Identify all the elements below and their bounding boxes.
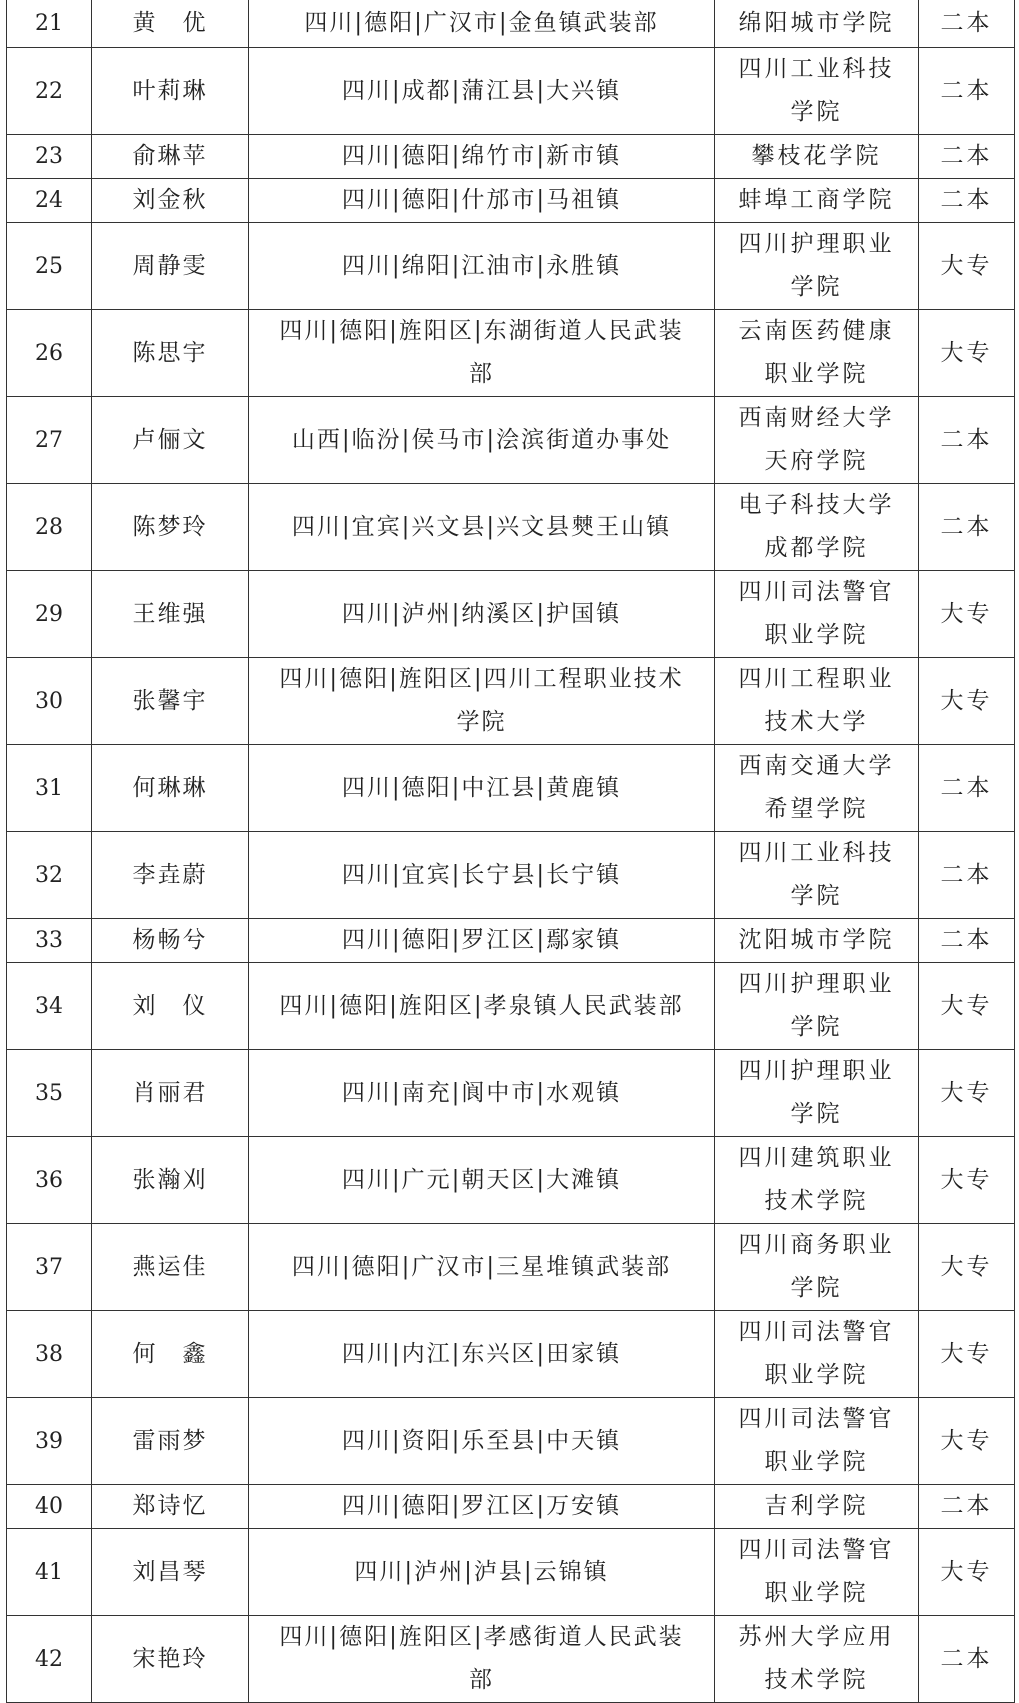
table-row [7,832,1015,919]
school-cell: 四川护理职业学院 [715,223,919,310]
name-cell: 叶莉琳 [92,48,249,135]
name-cell: 杨畅兮 [92,919,249,963]
name-cell: 郑诗忆 [92,1485,249,1529]
row-number-cell: 35 [7,1050,92,1137]
level-cell: 二本 [919,919,1015,963]
row-number-cell: 42 [7,1616,92,1703]
location-cell: 四川|德阳|罗江区|万安镇 [249,1485,715,1529]
school-cell: 四川商务职业学院 [715,1224,919,1311]
row-number-cell: 22 [7,48,92,135]
table-row [7,919,1015,963]
table-row [7,1137,1015,1224]
level-cell: 二本 [919,745,1015,832]
location-cell: 四川|德阳|中江县|黄鹿镇 [249,745,715,832]
level-cell: 大专 [919,1529,1015,1616]
location-cell: 四川|德阳|旌阳区|孝感街道人民武装部 [249,1616,715,1703]
table-row [7,963,1015,1050]
school-cell: 四川工业科技学院 [715,48,919,135]
location-cell: 四川|德阳|旌阳区|四川工程职业技术学院 [249,658,715,745]
school-cell: 沈阳城市学院 [715,919,919,963]
level-cell: 大专 [919,1224,1015,1311]
location-cell: 四川|德阳|广汉市|三星堆镇武装部 [249,1224,715,1311]
name-cell: 刘昌琴 [92,1529,249,1616]
school-cell: 四川司法警官职业学院 [715,1398,919,1485]
row-number-cell: 34 [7,963,92,1050]
name-cell: 陈梦玲 [92,484,249,571]
name-cell: 张馨宇 [92,658,249,745]
name-cell: 雷雨梦 [92,1398,249,1485]
row-number-cell: 25 [7,223,92,310]
level-cell: 大专 [919,310,1015,397]
table-row [7,571,1015,658]
name-cell: 王维强 [92,571,249,658]
location-cell: 四川|泸州|纳溪区|护国镇 [249,571,715,658]
row-number-cell: 33 [7,919,92,963]
row-number-cell: 24 [7,179,92,223]
level-cell: 大专 [919,963,1015,1050]
level-cell: 二本 [919,135,1015,179]
name-cell: 刘金秋 [92,179,249,223]
level-cell: 二本 [919,48,1015,135]
name-cell: 陈思宇 [92,310,249,397]
row-number-cell: 40 [7,1485,92,1529]
name-cell: 何 鑫 [92,1311,249,1398]
row-number-cell: 38 [7,1311,92,1398]
row-number-cell: 32 [7,832,92,919]
level-cell: 大专 [919,658,1015,745]
school-cell: 四川护理职业学院 [715,963,919,1050]
school-cell: 四川工程职业技术大学 [715,658,919,745]
location-cell: 四川|德阳|罗江区|鄢家镇 [249,919,715,963]
school-cell: 四川司法警官职业学院 [715,1529,919,1616]
level-cell: 大专 [919,1050,1015,1137]
school-cell: 四川工业科技学院 [715,832,919,919]
location-cell: 四川|资阳|乐至县|中天镇 [249,1398,715,1485]
table-row [7,1224,1015,1311]
table-row [7,397,1015,484]
location-cell: 四川|泸州|泸县|云锦镇 [249,1529,715,1616]
name-cell: 燕运佳 [92,1224,249,1311]
row-number-cell: 21 [7,0,92,48]
roster-body [7,0,1015,1703]
school-cell: 西南财经大学天府学院 [715,397,919,484]
level-cell: 二本 [919,484,1015,571]
school-cell: 四川建筑职业技术学院 [715,1137,919,1224]
location-cell: 四川|德阳|旌阳区|东湖街道人民武装部 [249,310,715,397]
school-cell: 攀枝花学院 [715,135,919,179]
row-number-cell: 39 [7,1398,92,1485]
level-cell: 二本 [919,179,1015,223]
row-number-cell: 37 [7,1224,92,1311]
level-cell: 二本 [919,832,1015,919]
name-cell: 刘 仪 [92,963,249,1050]
name-cell: 何琳琳 [92,745,249,832]
school-cell: 四川司法警官职业学院 [715,571,919,658]
row-number-cell: 26 [7,310,92,397]
table-row [7,223,1015,310]
row-number-cell: 41 [7,1529,92,1616]
row-number-cell: 31 [7,745,92,832]
table-row [7,1311,1015,1398]
table-row [7,48,1015,135]
name-cell: 宋艳玲 [92,1616,249,1703]
table-row [7,135,1015,179]
location-cell: 四川|德阳|什邡市|马祖镇 [249,179,715,223]
school-cell: 四川司法警官职业学院 [715,1311,919,1398]
location-cell: 四川|宜宾|长宁县|长宁镇 [249,832,715,919]
school-cell: 四川护理职业学院 [715,1050,919,1137]
table-row [7,745,1015,832]
school-cell: 蚌埠工商学院 [715,179,919,223]
level-cell: 二本 [919,397,1015,484]
name-cell: 肖丽君 [92,1050,249,1137]
row-number-cell: 30 [7,658,92,745]
level-cell: 二本 [919,1616,1015,1703]
table-row [7,658,1015,745]
roster-table [6,0,1015,1703]
level-cell: 二本 [919,1485,1015,1529]
location-cell: 四川|广元|朝天区|大滩镇 [249,1137,715,1224]
school-cell: 电子科技大学成都学院 [715,484,919,571]
school-cell: 西南交通大学希望学院 [715,745,919,832]
row-number-cell: 36 [7,1137,92,1224]
table-row [7,310,1015,397]
table-row [7,1050,1015,1137]
table-row [7,1398,1015,1485]
level-cell: 大专 [919,1137,1015,1224]
school-cell: 苏州大学应用技术学院 [715,1616,919,1703]
name-cell: 李垚蔚 [92,832,249,919]
table-row [7,1485,1015,1529]
location-cell: 四川|德阳|广汉市|金鱼镇武装部 [249,0,715,48]
table-row [7,0,1015,48]
school-cell: 吉利学院 [715,1485,919,1529]
row-number-cell: 27 [7,397,92,484]
location-cell: 四川|内江|东兴区|田家镇 [249,1311,715,1398]
table-row [7,484,1015,571]
name-cell: 张瀚刈 [92,1137,249,1224]
school-cell: 绵阳城市学院 [715,0,919,48]
location-cell: 四川|德阳|绵竹市|新市镇 [249,135,715,179]
level-cell: 大专 [919,223,1015,310]
location-cell: 四川|成都|蒲江县|大兴镇 [249,48,715,135]
location-cell: 四川|德阳|旌阳区|孝泉镇人民武装部 [249,963,715,1050]
level-cell: 二本 [919,0,1015,48]
row-number-cell: 28 [7,484,92,571]
school-cell: 云南医药健康职业学院 [715,310,919,397]
name-cell: 俞琳苹 [92,135,249,179]
name-cell: 黄 优 [92,0,249,48]
name-cell: 卢俪文 [92,397,249,484]
level-cell: 大专 [919,571,1015,658]
row-number-cell: 23 [7,135,92,179]
name-cell: 周静雯 [92,223,249,310]
level-cell: 大专 [919,1311,1015,1398]
table-row [7,1616,1015,1703]
level-cell: 大专 [919,1398,1015,1485]
table-row [7,1529,1015,1616]
location-cell: 山西|临汾|侯马市|浍滨街道办事处 [249,397,715,484]
table-row [7,179,1015,223]
location-cell: 四川|南充|阆中市|水观镇 [249,1050,715,1137]
location-cell: 四川|绵阳|江油市|永胜镇 [249,223,715,310]
location-cell: 四川|宜宾|兴文县|兴文县僰王山镇 [249,484,715,571]
row-number-cell: 29 [7,571,92,658]
